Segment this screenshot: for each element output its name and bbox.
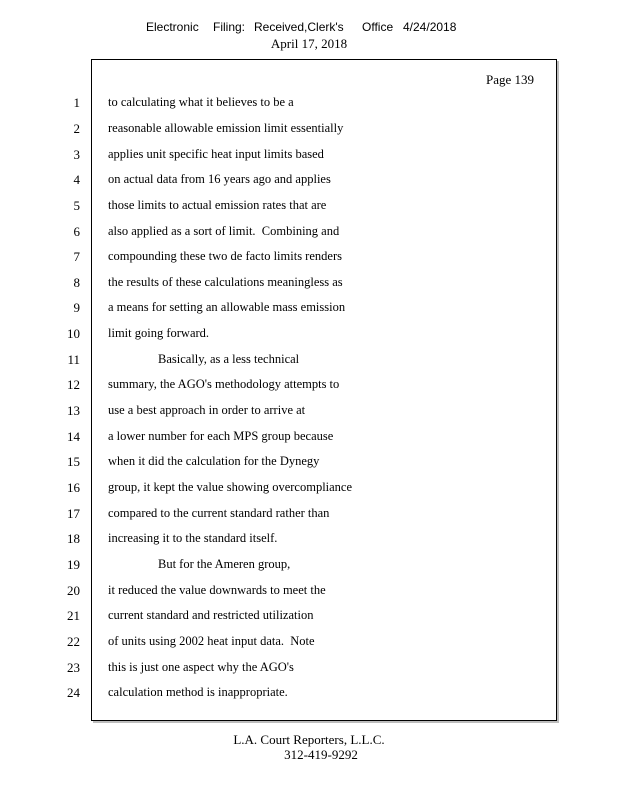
line-text: current standard and restricted utilization (108, 608, 314, 622)
line-text: compounding these two de facto limits renders (108, 249, 342, 263)
line-text: use a best approach in order to arrive at (108, 403, 306, 417)
stamp-date: 4/24/2018 (403, 20, 457, 34)
line-number: 11 (67, 352, 80, 367)
stamp-received: Received,Clerk's (254, 20, 344, 34)
line-text: to calculating what it believes to be a (108, 95, 294, 109)
line-text: applies unit specific heat input limits based (108, 147, 324, 161)
line-text: also applied as a sort of limit. Combining and (108, 224, 340, 238)
line-text: of units using 2002 heat input data. Note (108, 634, 315, 648)
line-text: compared to the current standard rather than (108, 506, 330, 520)
line-text: increasing it to the standard itself. (108, 531, 278, 545)
line-text: the results of these calculations meaningless as (108, 275, 343, 289)
line-number: 13 (67, 403, 80, 418)
line-number: 24 (67, 685, 80, 700)
line-number: 3 (73, 147, 80, 162)
line-text: those limits to actual emission rates that are (108, 198, 327, 212)
line-text: But for the Ameren group, (158, 557, 291, 571)
footer-company: L.A. Court Reporters, L.L.C. (233, 732, 385, 747)
line-text: a lower number for each MPS group because (108, 429, 334, 443)
line-number: 12 (67, 377, 80, 392)
line-text: when it did the calculation for the Dynegy (108, 454, 320, 468)
line-number: 21 (67, 608, 80, 623)
line-text: limit going forward. (108, 326, 210, 340)
stamp-label: Electronic (146, 20, 199, 34)
line-number: 20 (67, 583, 80, 598)
line-number: 8 (73, 275, 80, 290)
line-number: 5 (73, 198, 80, 213)
line-number: 10 (67, 326, 80, 341)
line-number: 22 (67, 634, 80, 649)
footer-phone: 312-419-9292 (284, 747, 358, 762)
line-number: 2 (73, 121, 80, 136)
line-number: 14 (67, 429, 80, 444)
line-number: 15 (67, 454, 80, 469)
line-number: 4 (73, 172, 80, 187)
stamp-filing: Filing: (213, 20, 246, 34)
line-text: Basically, as a less technical (158, 352, 300, 366)
line-number: 6 (73, 224, 80, 239)
line-text: summary, the AGO's methodology attempts to (108, 377, 340, 391)
line-text: this is just one aspect why the AGO's (108, 660, 294, 674)
stamp-office: Office (362, 20, 394, 34)
line-number: 19 (67, 557, 80, 572)
line-text: reasonable allowable emission limit essentially (108, 121, 344, 135)
page-number: Page 139 (485, 72, 534, 87)
line-text: calculation method is inappropriate. (108, 685, 288, 699)
line-text: group, it kept the value showing overcompliance (108, 480, 353, 494)
line-number: 17 (67, 506, 80, 521)
filed-date: April 17, 2018 (270, 36, 348, 51)
line-text: on actual data from 16 years ago and applies (108, 172, 331, 186)
line-number: 18 (67, 531, 80, 546)
line-text: a means for setting an allowable mass emission (108, 300, 346, 314)
line-number: 9 (73, 300, 80, 315)
line-number: 7 (73, 249, 80, 264)
line-text: it reduced the value downwards to meet the (108, 583, 326, 597)
line-number: 16 (67, 480, 80, 495)
line-number: 1 (73, 95, 80, 110)
line-number: 23 (67, 660, 80, 675)
